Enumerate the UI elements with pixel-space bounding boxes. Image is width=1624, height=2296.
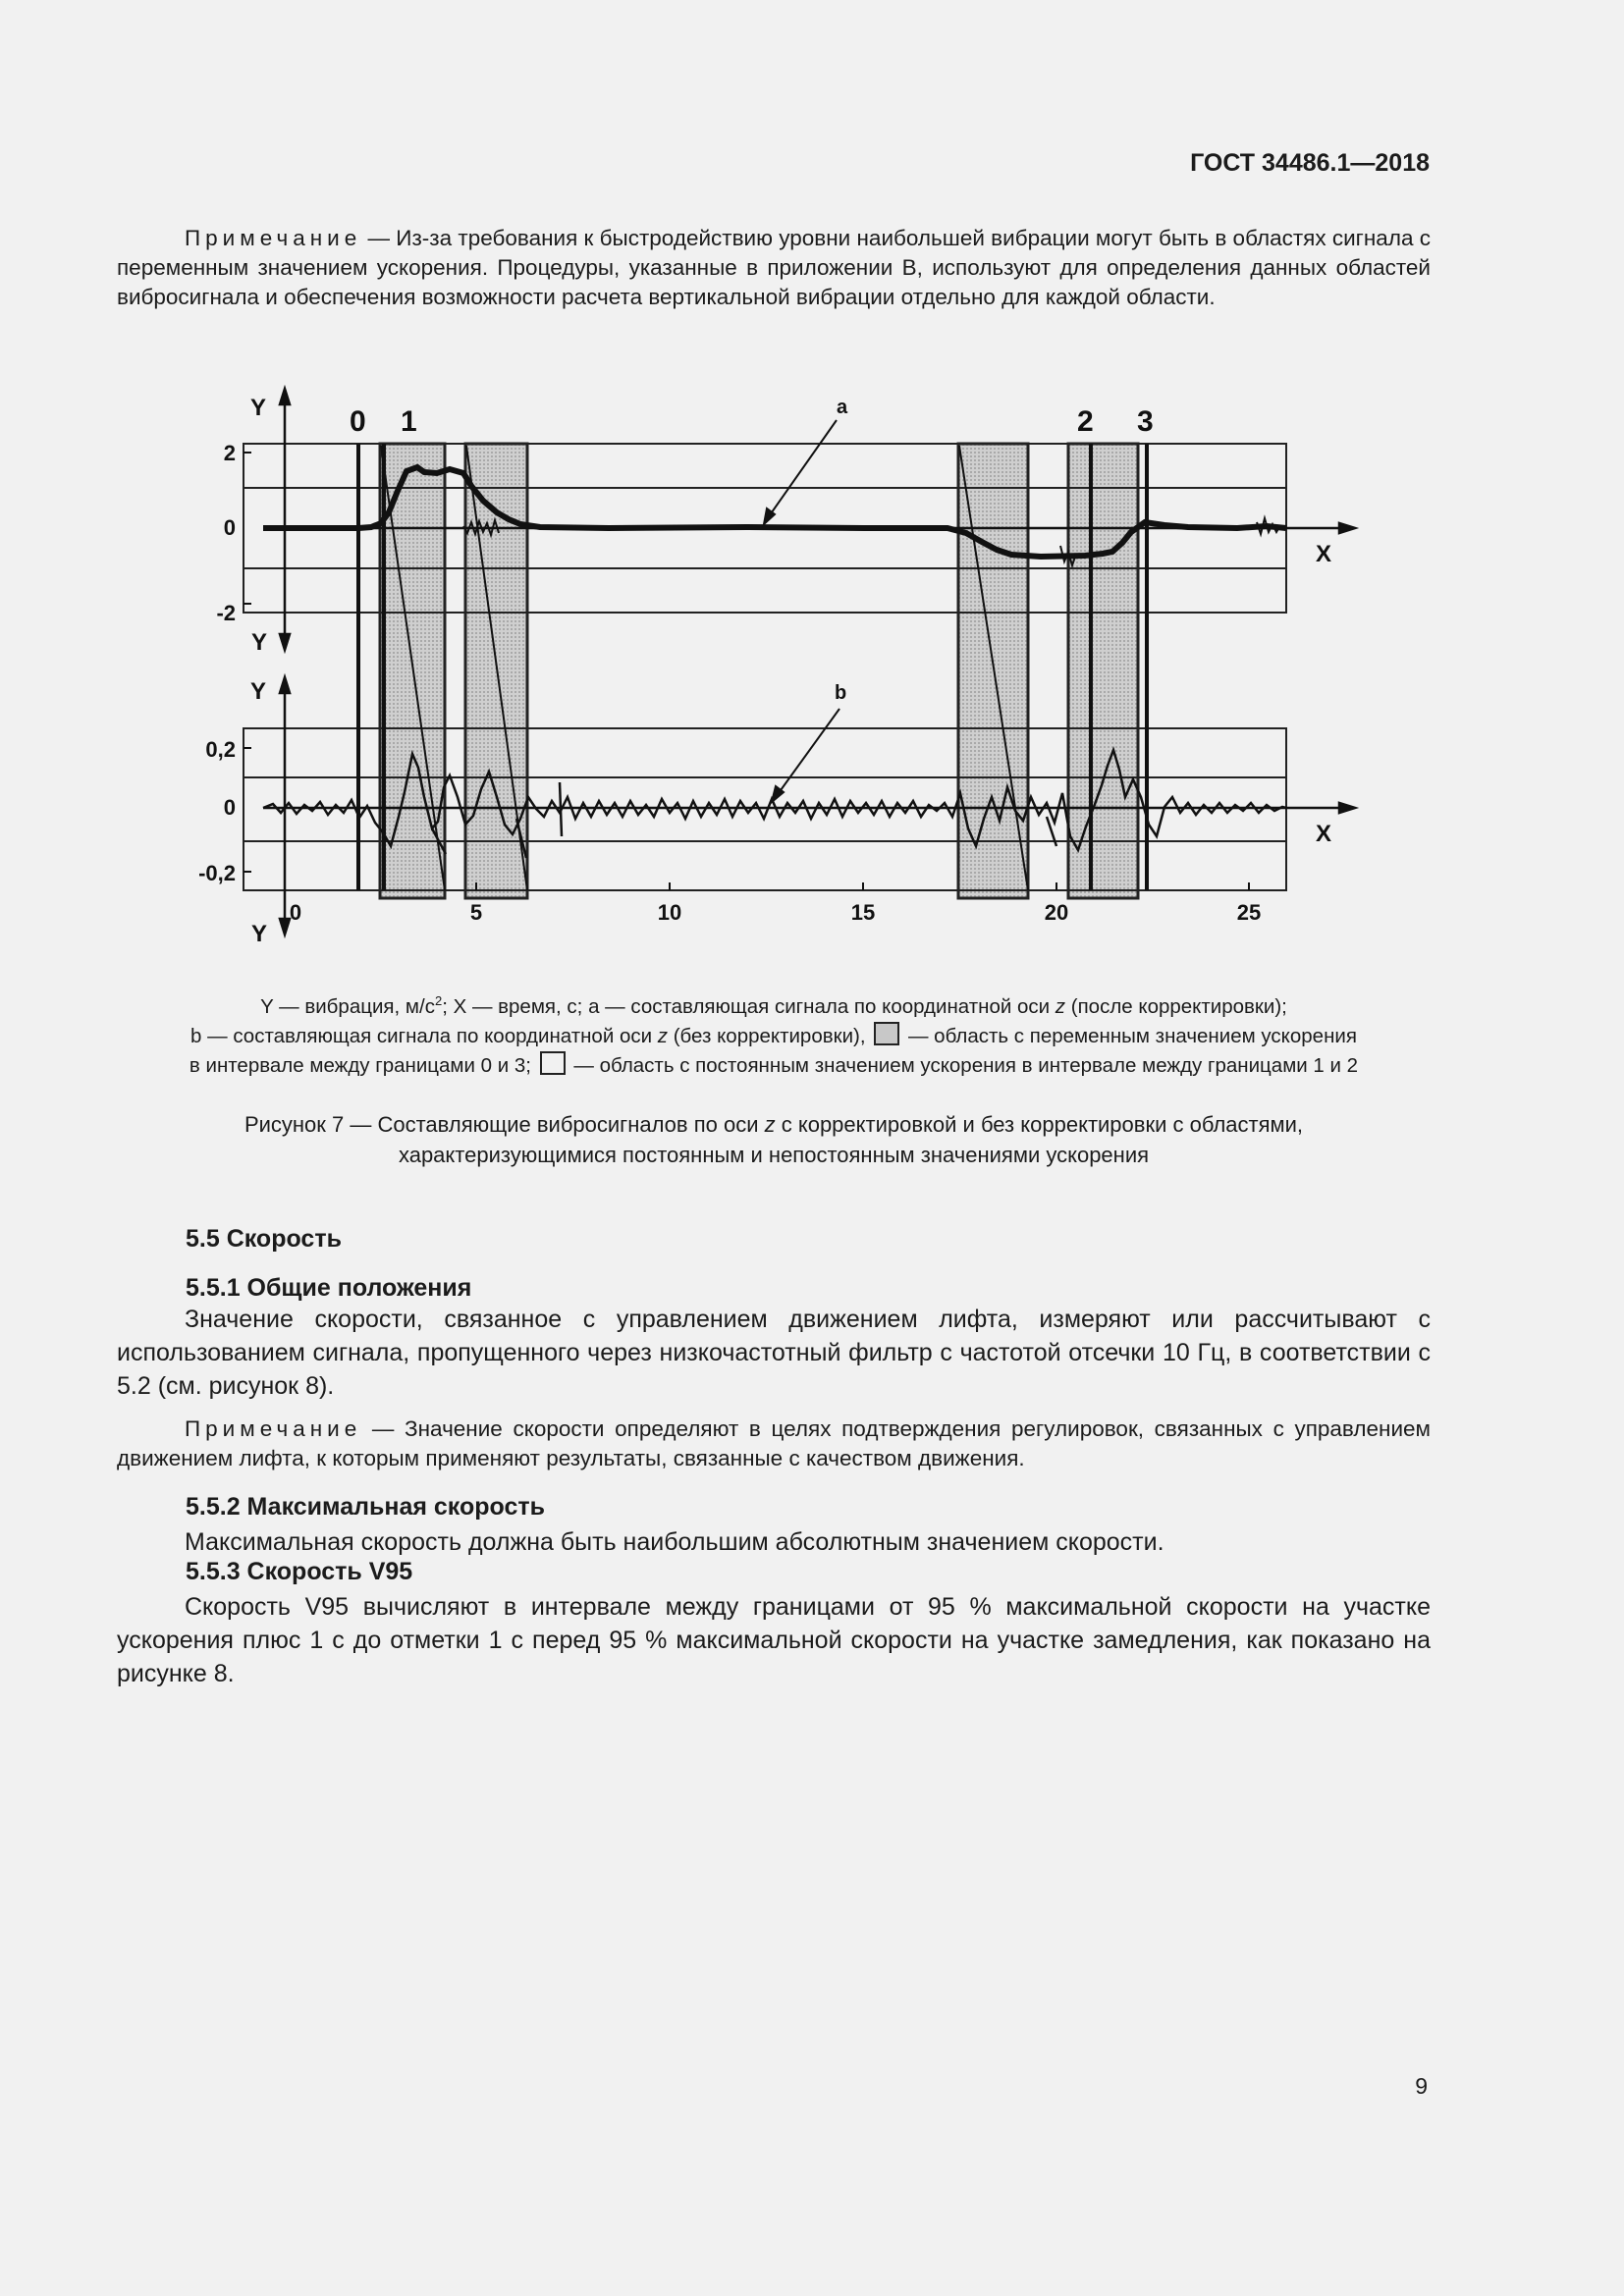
swatch-constant-icon	[540, 1051, 566, 1075]
top-y-tick-neg2: -2	[216, 601, 236, 625]
region-2-3	[1068, 444, 1138, 898]
top-y-label-neg: Y	[251, 629, 268, 656]
boundary-label-0: 0	[350, 405, 366, 438]
note-2: Примечание — Значение скорости определяют в целях подтверждения регулировок, связанных с управлением движением лифта, к которым применяют результаты, связанные с качеством движения.	[117, 1416, 1431, 1470]
note-1	[117, 224, 1431, 312]
x-tick-20: 20	[1044, 900, 1069, 925]
x-tick-25: 25	[1236, 900, 1262, 925]
section-5-5-3-heading: 5.5.3 Скорость V95	[186, 1558, 413, 1585]
section-5-5-heading: 5.5 Скорость	[186, 1225, 342, 1253]
x-tick-5: 5	[469, 900, 483, 925]
boundary-label-3: 3	[1137, 405, 1154, 438]
figure-legend: Y — вибрация, $м/с^2$; X — время, с; a — составляющая сигнала по координатной оси z (после корректировки); b — составляющая сигнала по координатной оси z (без корректировки), — область с переменным значением ускорения в интервале между границами 0 и 3; — область с постоянным значением ускорения в интервале между границами 1 и 2	[189, 993, 1359, 1077]
boundary-label-2: 2	[1077, 405, 1094, 438]
top-y-tick-2: 2	[223, 441, 236, 465]
figure-caption: Рисунок 7 — Составляющие вибросигналов по оси z с корректировкой и без корректировки с областями, характеризующимися постоянным и непостоянным значениями ускорения	[244, 1112, 1304, 1167]
bottom-x-label: X	[1316, 821, 1332, 847]
top-y-label: Y	[250, 395, 267, 421]
curve-label-b: b	[835, 682, 847, 704]
boundary-label-1: 1	[401, 405, 417, 438]
x-tick-0: 0	[289, 900, 302, 925]
bottom-y-label-neg: Y	[251, 921, 268, 947]
section-5-5-1-heading: 5.5.1 Общие положения	[186, 1274, 472, 1302]
x-tick-15: 15	[850, 900, 876, 925]
x-tick-10: 10	[657, 900, 682, 925]
note-1-text: — Из-за требования к быстродействию уровни наибольшей вибрации могут быть в областях сигнала с переменным значением ускорения. Процедуры, указанные в приложении В, используют для определения данных областей вибросигнала и обеспечения возможности расчета вертикальной вибрации отдельно для каждой области.	[117, 226, 1431, 309]
bottom-y-tick-02: 0,2	[205, 737, 236, 762]
bottom-y-tick-0: 0	[223, 795, 236, 820]
section-5-5-2-heading: 5.5.2 Максимальная скорость	[186, 1493, 545, 1521]
curve-label-a: a	[837, 397, 848, 418]
figure-7	[196, 385, 1375, 964]
bottom-y-label: Y	[250, 678, 267, 705]
section-5-5-2-text: Максимальная скорость должна быть наибольшим абсолютным значением скорости.	[185, 1528, 1164, 1556]
top-y-tick-0: 0	[223, 515, 236, 540]
section-5-5-1-text: Значение скорости, связанное с управлением движением лифта, измеряют или рассчитывают с использованием сигнала, пропущенного через низкочастотный фильтр с частотой отсечки 10 Гц, в соответствии с 5.2 (см. рисунок 8).	[117, 1306, 1431, 1400]
page-number: 9	[1415, 2073, 1428, 2099]
swatch-variable-icon	[874, 1022, 899, 1045]
bottom-y-tick-neg02: -0,2	[198, 861, 236, 885]
note-1-label: Примечание	[185, 226, 362, 250]
doc-header: ГОСТ 34486.1—2018	[1190, 149, 1430, 177]
section-5-5-3-text: Скорость V95 вычисляют в интервале между границами от 95 % максимальной скорости на участке ускорения плюс 1 с до отметки 1 с перед 95 % максимальной скорости на участке замедления, как показано на рисунке 8.	[117, 1593, 1431, 1687]
top-x-label: X	[1316, 541, 1332, 567]
